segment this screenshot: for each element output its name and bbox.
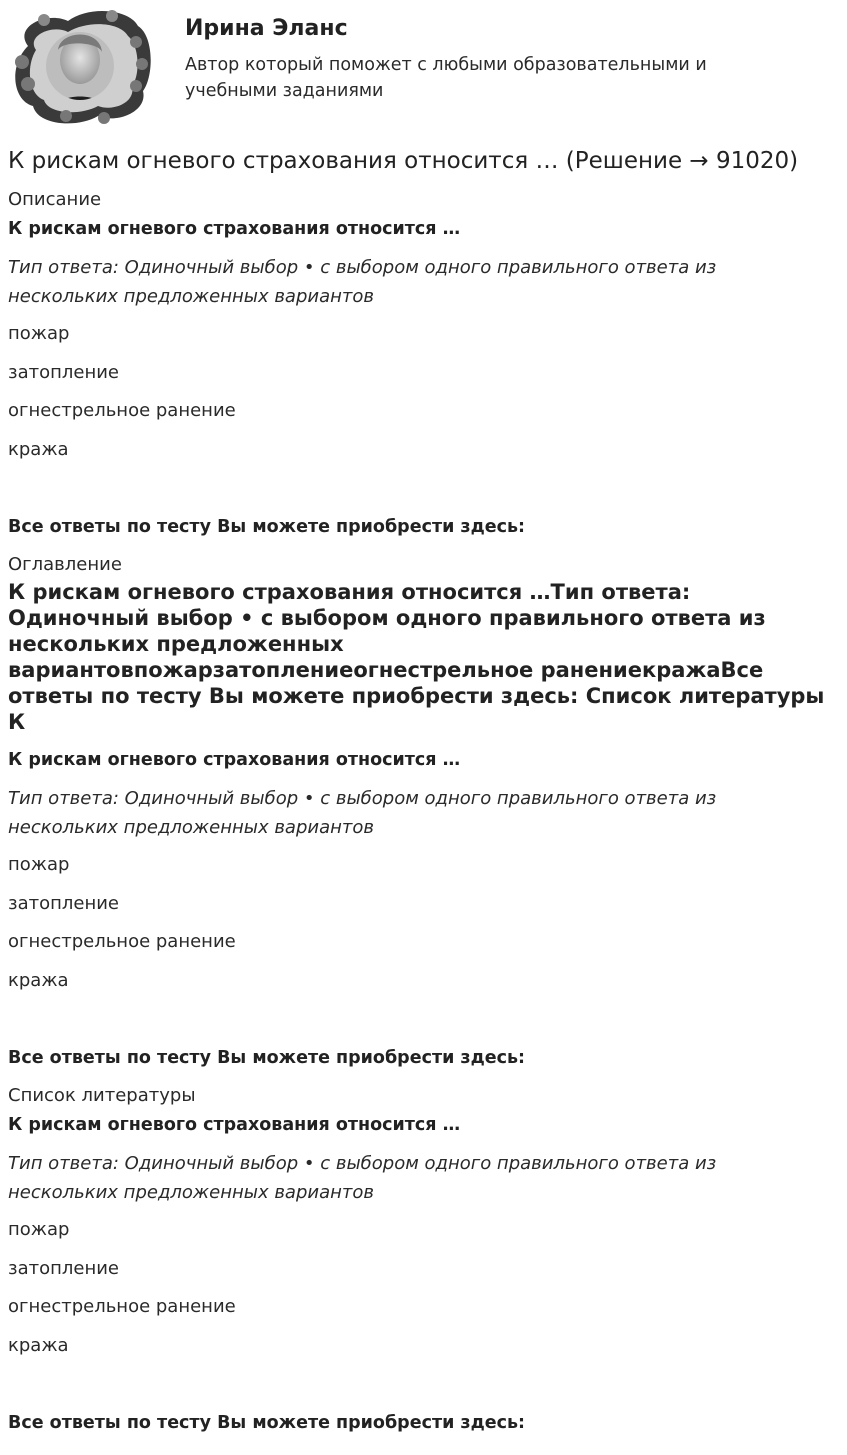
author-header — [8, 6, 838, 128]
option-item: кража — [8, 439, 69, 460]
buy-answers-text: Все ответы по тесту Вы можете приобрести здесь: — [8, 1413, 526, 1433]
question-text: К рискам огневого страхования относится … — [8, 1115, 461, 1135]
option-item: затопление — [8, 1258, 119, 1279]
references-label: Список литературы — [8, 1085, 196, 1106]
toc-label: Оглавление — [8, 554, 122, 575]
option-item: затопление — [8, 362, 119, 383]
question-text: К рискам огневого страхования относится … — [8, 750, 461, 770]
buy-answers-text: Все ответы по тесту Вы можете приобрести здесь: — [8, 1048, 526, 1068]
option-item: огнестрельное ранение — [8, 931, 236, 952]
toc-heading: К рискам огневого страхования относится …Тип ответа: Одиночный выбор • с выбором одного правильного ответа из нескольких предложенных вариантовпожарзатоплениеогнестрельное ранениекражаВсе ответы по тесту Вы можете приобрести здесь: Список литературы К — [8, 580, 825, 734]
answer-type: Тип ответа: Одиночный выбор • с выбором одного правильного ответа из нескольких предложенных вариантов — [8, 257, 717, 307]
option-item: кража — [8, 1335, 69, 1356]
author-description: Автор который поможет с любыми образовательными и учебными заданиями — [185, 55, 707, 101]
option-item: затопление — [8, 893, 119, 914]
option-item: пожар — [8, 1219, 70, 1240]
author-avatar — [8, 6, 154, 126]
option-item: пожар — [8, 323, 70, 344]
description-label: Описание — [8, 189, 102, 210]
author-name: Ирина Эланс — [185, 16, 348, 41]
option-item: кража — [8, 970, 69, 991]
buy-answers-text: Все ответы по тесту Вы можете приобрести здесь: — [8, 517, 526, 537]
option-item: пожар — [8, 854, 70, 875]
page-title: К рискам огневого страхования относится … (Решение → 91020) — [8, 148, 799, 174]
option-item: огнестрельное ранение — [8, 1296, 236, 1317]
option-item: огнестрельное ранение — [8, 400, 236, 421]
answer-type: Тип ответа: Одиночный выбор • с выбором одного правильного ответа из нескольких предложенных вариантов — [8, 788, 717, 838]
answer-type: Тип ответа: Одиночный выбор • с выбором одного правильного ответа из нескольких предложенных вариантов — [8, 1153, 717, 1203]
question-text: К рискам огневого страхования относится … — [8, 219, 461, 239]
